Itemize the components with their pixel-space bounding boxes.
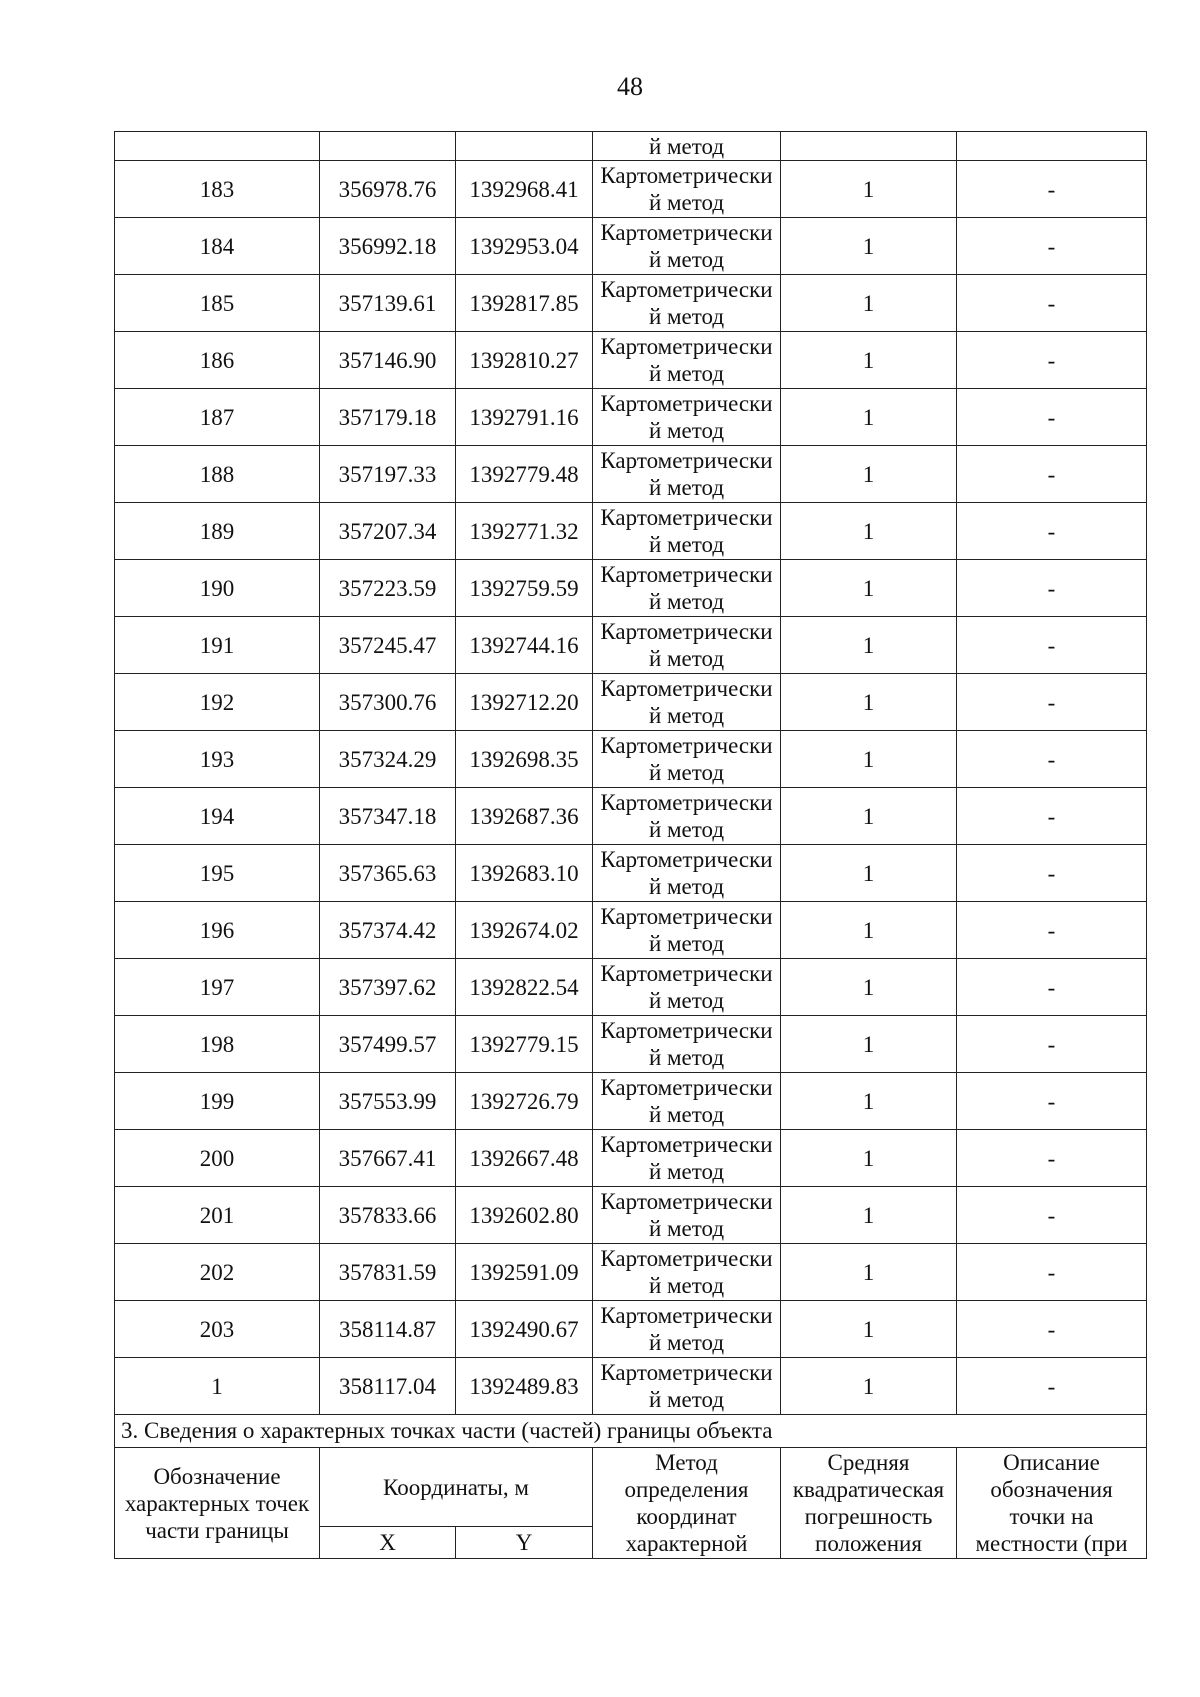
point-cell: 193 bbox=[115, 731, 320, 788]
point-cell: 202 bbox=[115, 1244, 320, 1301]
x-cell: 357365.63 bbox=[320, 845, 456, 902]
method-line: Картометрически bbox=[600, 1132, 773, 1157]
table-row bbox=[115, 275, 1147, 332]
method-line: Картометрически bbox=[600, 391, 773, 416]
header-line: характерной bbox=[625, 1531, 748, 1556]
x-cell: 357667.41 bbox=[320, 1130, 456, 1187]
point-cell: 197 bbox=[115, 959, 320, 1016]
x-cell: 356978.76 bbox=[320, 161, 456, 218]
accuracy-cell: 1 bbox=[781, 389, 957, 446]
description-cell: - bbox=[957, 560, 1147, 617]
header-method bbox=[593, 1448, 781, 1559]
header-line: Описание bbox=[1003, 1450, 1100, 1475]
method-cell bbox=[593, 446, 781, 503]
method-line: й метод bbox=[648, 646, 725, 671]
table-row bbox=[115, 617, 1147, 674]
accuracy-cell: 1 bbox=[781, 1244, 957, 1301]
method-line: Картометрически bbox=[600, 505, 773, 530]
method-line: й метод bbox=[648, 703, 725, 728]
header-line: местности (при bbox=[975, 1531, 1128, 1556]
method-line: Картометрически bbox=[600, 1018, 773, 1043]
method-line: й метод bbox=[648, 475, 725, 500]
header-line: погрешность bbox=[804, 1504, 933, 1529]
y-cell: 1392683.10 bbox=[456, 845, 593, 902]
description-cell: - bbox=[957, 1130, 1147, 1187]
method-line: Картометрически bbox=[600, 1189, 773, 1214]
method-line: Картометрически bbox=[600, 334, 773, 359]
description-cell: - bbox=[957, 674, 1147, 731]
description-cell: - bbox=[957, 161, 1147, 218]
continuation-row bbox=[115, 132, 1147, 161]
method-cell: й метод bbox=[593, 132, 781, 161]
accuracy-cell: 1 bbox=[781, 1358, 957, 1415]
method-cell bbox=[593, 1301, 781, 1358]
header-line: Средняя bbox=[827, 1450, 910, 1475]
x-cell: 356992.18 bbox=[320, 218, 456, 275]
accuracy-cell: 1 bbox=[781, 731, 957, 788]
method-line: й метод bbox=[648, 361, 725, 386]
method-cell bbox=[593, 1244, 781, 1301]
description-cell: - bbox=[957, 389, 1147, 446]
method-line: й метод bbox=[648, 532, 725, 557]
x-cell: 357223.59 bbox=[320, 560, 456, 617]
header-line: квадратическая bbox=[792, 1477, 945, 1502]
accuracy-cell: 1 bbox=[781, 959, 957, 1016]
method-cell bbox=[593, 1187, 781, 1244]
header-accuracy bbox=[781, 1448, 957, 1559]
description-cell: - bbox=[957, 1244, 1147, 1301]
description-cell: - bbox=[957, 902, 1147, 959]
y-cell: 1392489.83 bbox=[456, 1358, 593, 1415]
x-cell: 357347.18 bbox=[320, 788, 456, 845]
y-cell: 1392744.16 bbox=[456, 617, 593, 674]
method-cell bbox=[593, 788, 781, 845]
page-number: 48 bbox=[617, 72, 643, 101]
accuracy-cell: 1 bbox=[781, 788, 957, 845]
description-cell: - bbox=[957, 275, 1147, 332]
method-line: й метод bbox=[648, 1273, 725, 1298]
point-cell: 200 bbox=[115, 1130, 320, 1187]
method-cell bbox=[593, 332, 781, 389]
method-line: й метод bbox=[648, 931, 725, 956]
header-line: определения bbox=[624, 1477, 749, 1502]
accuracy-cell: 1 bbox=[781, 1301, 957, 1358]
point-cell: 191 bbox=[115, 617, 320, 674]
method-line: Картометрически bbox=[600, 904, 773, 929]
y-cell: 1392791.16 bbox=[456, 389, 593, 446]
section-3-header-row bbox=[115, 1448, 1147, 1527]
y-cell: 1392687.36 bbox=[456, 788, 593, 845]
method-cell bbox=[593, 503, 781, 560]
point-cell: 187 bbox=[115, 389, 320, 446]
x-cell: 357831.59 bbox=[320, 1244, 456, 1301]
method-cell bbox=[593, 902, 781, 959]
method-cell bbox=[593, 1130, 781, 1187]
method-line: й метод bbox=[648, 874, 725, 899]
x-cell: 357245.47 bbox=[320, 617, 456, 674]
accuracy-cell: 1 bbox=[781, 446, 957, 503]
description-cell: - bbox=[957, 503, 1147, 560]
description-cell: - bbox=[957, 788, 1147, 845]
method-line: й метод bbox=[648, 817, 725, 842]
section-3-title: 3. Сведения о характерных точках части (частей) границы объекта bbox=[115, 1415, 1147, 1448]
accuracy-cell: 1 bbox=[781, 617, 957, 674]
method-line: й метод bbox=[648, 247, 725, 272]
table-row bbox=[115, 1301, 1147, 1358]
header-point-designation bbox=[115, 1448, 320, 1559]
x-cell bbox=[320, 132, 456, 161]
header-line: характерных точек bbox=[124, 1490, 310, 1516]
header-line: Метод bbox=[655, 1450, 718, 1475]
accuracy-cell: 1 bbox=[781, 275, 957, 332]
y-cell: 1392490.67 bbox=[456, 1301, 593, 1358]
method-line: Картометрически bbox=[600, 961, 773, 986]
accuracy-cell bbox=[781, 132, 957, 161]
method-line: й метод bbox=[648, 589, 725, 614]
section-3-title-row bbox=[115, 1415, 1147, 1448]
point-cell: 185 bbox=[115, 275, 320, 332]
point-cell: 203 bbox=[115, 1301, 320, 1358]
y-cell: 1392674.02 bbox=[456, 902, 593, 959]
y-cell: 1392602.80 bbox=[456, 1187, 593, 1244]
header-line: координат bbox=[636, 1504, 737, 1529]
point-cell: 188 bbox=[115, 446, 320, 503]
table-row bbox=[115, 845, 1147, 902]
x-cell: 357499.57 bbox=[320, 1016, 456, 1073]
method-line: й метод bbox=[648, 1102, 725, 1127]
x-cell: 357324.29 bbox=[320, 731, 456, 788]
point-cell: 192 bbox=[115, 674, 320, 731]
y-cell: 1392822.54 bbox=[456, 959, 593, 1016]
point-cell: 196 bbox=[115, 902, 320, 959]
method-cell bbox=[593, 845, 781, 902]
method-line: й метод bbox=[648, 760, 725, 785]
point-cell: 194 bbox=[115, 788, 320, 845]
accuracy-cell: 1 bbox=[781, 1073, 957, 1130]
method-cell bbox=[593, 731, 781, 788]
method-line: й метод bbox=[648, 1159, 725, 1184]
method-line: й метод bbox=[648, 1045, 725, 1070]
description-cell: - bbox=[957, 1187, 1147, 1244]
method-cell bbox=[593, 617, 781, 674]
x-cell: 357139.61 bbox=[320, 275, 456, 332]
accuracy-cell: 1 bbox=[781, 161, 957, 218]
accuracy-cell: 1 bbox=[781, 503, 957, 560]
y-cell: 1392726.79 bbox=[456, 1073, 593, 1130]
y-cell: 1392771.32 bbox=[456, 503, 593, 560]
point-cell: 1 bbox=[115, 1358, 320, 1415]
method-line: й метод bbox=[648, 190, 725, 215]
table-row bbox=[115, 1358, 1147, 1415]
method-line: Картометрически bbox=[600, 1360, 773, 1385]
table-row bbox=[115, 674, 1147, 731]
x-cell: 357197.33 bbox=[320, 446, 456, 503]
header-description bbox=[957, 1448, 1147, 1559]
point-cell: 201 bbox=[115, 1187, 320, 1244]
y-cell bbox=[456, 132, 593, 161]
method-line: Картометрически bbox=[600, 733, 773, 758]
header-coordinates: Координаты, м bbox=[320, 1448, 593, 1527]
accuracy-cell: 1 bbox=[781, 674, 957, 731]
x-cell: 357553.99 bbox=[320, 1073, 456, 1130]
point-cell: 190 bbox=[115, 560, 320, 617]
accuracy-cell: 1 bbox=[781, 218, 957, 275]
table-row bbox=[115, 1244, 1147, 1301]
method-line: й метод bbox=[648, 1216, 725, 1241]
table-row bbox=[115, 218, 1147, 275]
method-line: й метод bbox=[648, 1387, 725, 1412]
x-cell: 357397.62 bbox=[320, 959, 456, 1016]
method-line: й метод bbox=[648, 988, 725, 1013]
method-line: Картометрически bbox=[600, 1246, 773, 1271]
table-row bbox=[115, 1187, 1147, 1244]
description-cell: - bbox=[957, 959, 1147, 1016]
method-line: Картометрически bbox=[600, 676, 773, 701]
x-cell: 358114.87 bbox=[320, 1301, 456, 1358]
description-cell: - bbox=[957, 617, 1147, 674]
accuracy-cell: 1 bbox=[781, 1016, 957, 1073]
x-cell: 357179.18 bbox=[320, 389, 456, 446]
description-cell: - bbox=[957, 1016, 1147, 1073]
header-y: Y bbox=[456, 1527, 593, 1559]
header-line: точки на bbox=[1009, 1504, 1094, 1529]
description-cell bbox=[957, 132, 1147, 161]
table-row bbox=[115, 446, 1147, 503]
point-cell: 199 bbox=[115, 1073, 320, 1130]
description-cell: - bbox=[957, 845, 1147, 902]
method-line: Картометрически bbox=[600, 790, 773, 815]
method-cell bbox=[593, 959, 781, 1016]
method-line: Картометрически bbox=[600, 1075, 773, 1100]
y-cell: 1392968.41 bbox=[456, 161, 593, 218]
x-cell: 357146.90 bbox=[320, 332, 456, 389]
method-cell bbox=[593, 161, 781, 218]
header-line: обозначения bbox=[990, 1477, 1113, 1502]
y-cell: 1392667.48 bbox=[456, 1130, 593, 1187]
y-cell: 1392759.59 bbox=[456, 560, 593, 617]
accuracy-cell: 1 bbox=[781, 902, 957, 959]
method-line: Картометрически bbox=[600, 1303, 773, 1328]
method-line: Картометрически bbox=[600, 847, 773, 872]
method-cell bbox=[593, 275, 781, 332]
y-cell: 1392698.35 bbox=[456, 731, 593, 788]
table-row bbox=[115, 389, 1147, 446]
y-cell: 1392953.04 bbox=[456, 218, 593, 275]
y-cell: 1392817.85 bbox=[456, 275, 593, 332]
method-line: Картометрически bbox=[600, 163, 773, 188]
accuracy-cell: 1 bbox=[781, 1130, 957, 1187]
y-cell: 1392591.09 bbox=[456, 1244, 593, 1301]
method-cell bbox=[593, 674, 781, 731]
point-cell: 183 bbox=[115, 161, 320, 218]
description-cell: - bbox=[957, 1301, 1147, 1358]
method-cell bbox=[593, 560, 781, 617]
table-row bbox=[115, 1016, 1147, 1073]
table-row bbox=[115, 560, 1147, 617]
method-line: Картометрически bbox=[600, 619, 773, 644]
y-cell: 1392779.15 bbox=[456, 1016, 593, 1073]
table-row bbox=[115, 731, 1147, 788]
header-x: X bbox=[320, 1527, 456, 1559]
description-cell: - bbox=[957, 1358, 1147, 1415]
point-cell: 195 bbox=[115, 845, 320, 902]
table-row bbox=[115, 1130, 1147, 1187]
method-line: Картометрически bbox=[600, 277, 773, 302]
description-cell: - bbox=[957, 218, 1147, 275]
method-cell bbox=[593, 1358, 781, 1415]
point-cell: 189 bbox=[115, 503, 320, 560]
header-line: части границы bbox=[145, 1517, 289, 1543]
point-cell: 198 bbox=[115, 1016, 320, 1073]
table-row bbox=[115, 161, 1147, 218]
method-cell bbox=[593, 218, 781, 275]
x-cell: 357207.34 bbox=[320, 503, 456, 560]
x-cell: 357833.66 bbox=[320, 1187, 456, 1244]
description-cell: - bbox=[957, 332, 1147, 389]
method-line: й метод bbox=[648, 418, 725, 443]
accuracy-cell: 1 bbox=[781, 1187, 957, 1244]
table-row bbox=[115, 902, 1147, 959]
table-row bbox=[115, 332, 1147, 389]
boundary-points-table bbox=[114, 131, 1147, 1559]
table-row bbox=[115, 1073, 1147, 1130]
method-line: Картометрически bbox=[600, 220, 773, 245]
point-cell: 186 bbox=[115, 332, 320, 389]
method-cell bbox=[593, 389, 781, 446]
table-row bbox=[115, 788, 1147, 845]
x-cell: 357300.76 bbox=[320, 674, 456, 731]
method-line: й метод bbox=[648, 304, 725, 329]
method-cell bbox=[593, 1073, 781, 1130]
point-cell: 184 bbox=[115, 218, 320, 275]
table-row bbox=[115, 959, 1147, 1016]
y-cell: 1392779.48 bbox=[456, 446, 593, 503]
point-cell bbox=[115, 132, 320, 161]
header-line: Обозначение bbox=[153, 1463, 281, 1489]
x-cell: 358117.04 bbox=[320, 1358, 456, 1415]
method-line: Картометрически bbox=[600, 448, 773, 473]
description-cell: - bbox=[957, 1073, 1147, 1130]
method-line: Картометрически bbox=[600, 562, 773, 587]
accuracy-cell: 1 bbox=[781, 845, 957, 902]
accuracy-cell: 1 bbox=[781, 332, 957, 389]
x-cell: 357374.42 bbox=[320, 902, 456, 959]
accuracy-cell: 1 bbox=[781, 560, 957, 617]
method-cell bbox=[593, 1016, 781, 1073]
description-cell: - bbox=[957, 731, 1147, 788]
y-cell: 1392810.27 bbox=[456, 332, 593, 389]
method-line: й метод bbox=[648, 1330, 725, 1355]
description-cell: - bbox=[957, 446, 1147, 503]
table-row bbox=[115, 503, 1147, 560]
y-cell: 1392712.20 bbox=[456, 674, 593, 731]
header-line: положения bbox=[815, 1531, 922, 1556]
